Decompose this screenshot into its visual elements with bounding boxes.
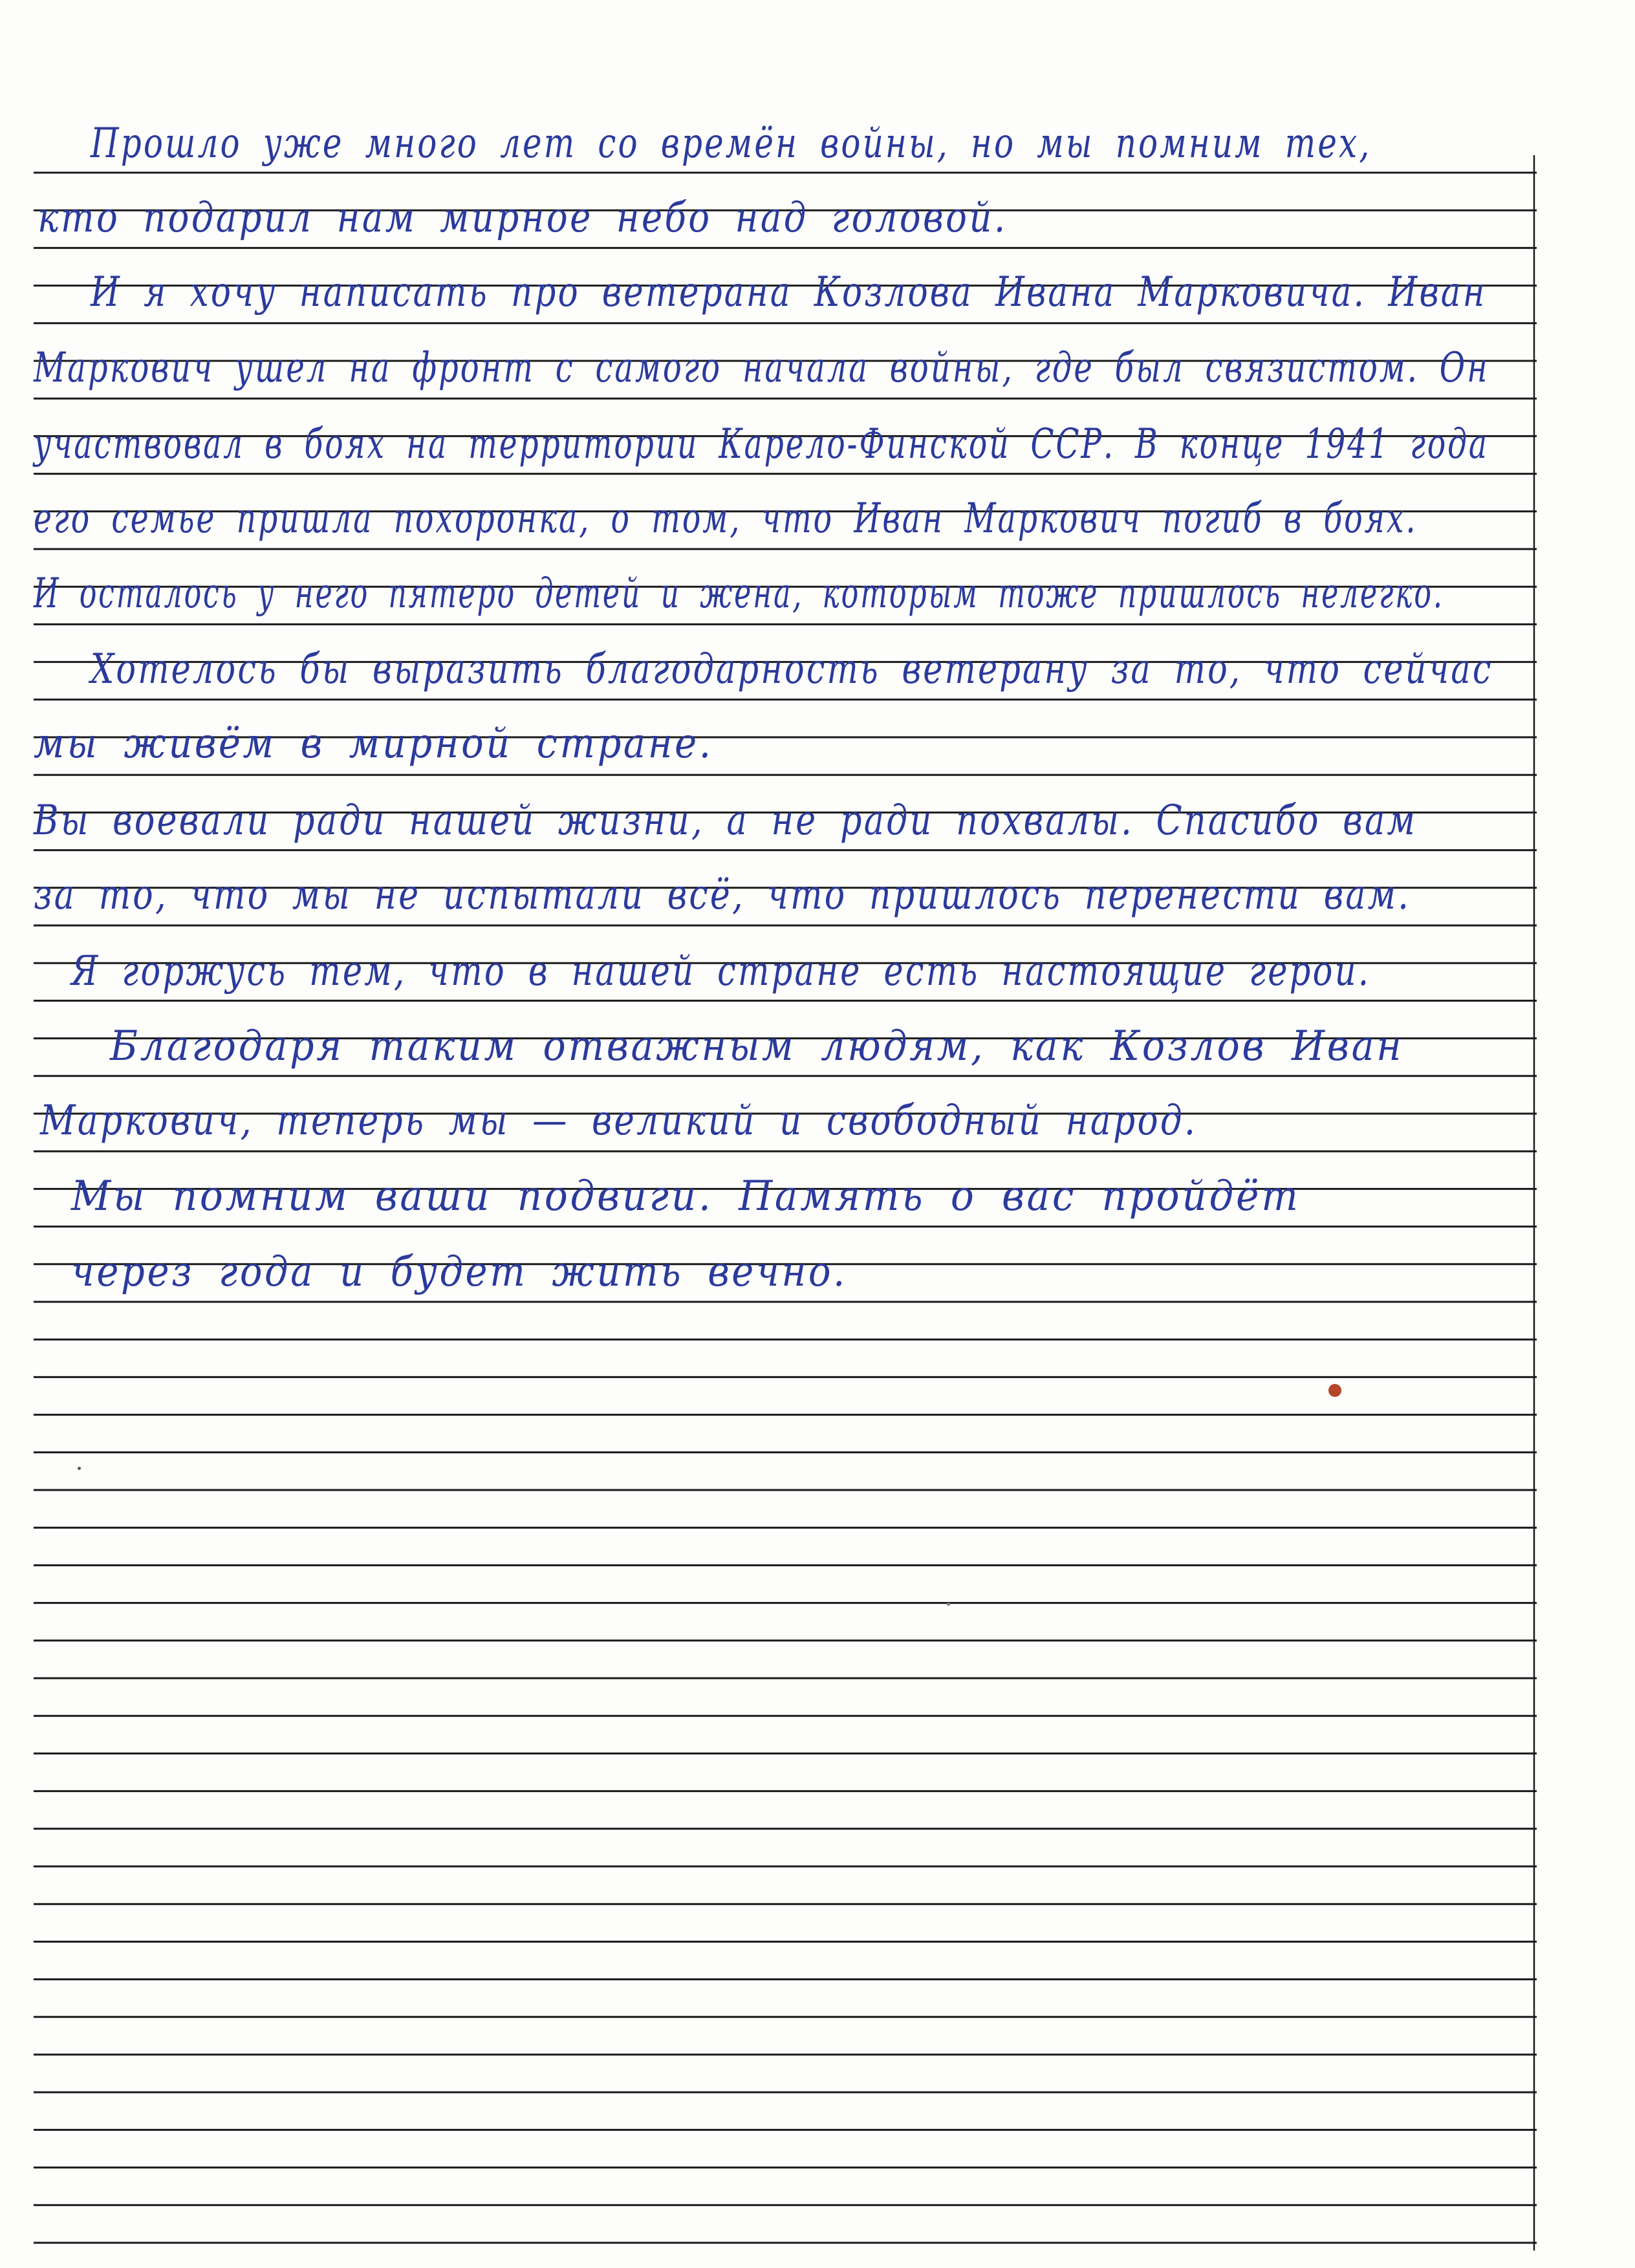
text-line: Благодаря таким отважным людям, как Козлов Иван [110,1022,1404,1070]
text-line: Прошло уже много лет со времён войны, но мы помним тех, [91,120,1372,167]
text-line: за то, что мы не испытали всё, что пришлось перенести вам. [34,871,1411,919]
text-line: кто подарил нам мирное небо над головой. [38,194,1008,242]
speck [78,1467,81,1470]
text-line: И я хочу написать про ветерана Козлова Ивана Марковича. Иван [91,268,1487,316]
text-line: Маркович, теперь мы — великий и свободный народ. [40,1097,1198,1145]
text-line: через года и будет жить вечно. [71,1248,847,1296]
text-line: Вы воевали ради нашей жизни, а не ради похвалы. Спасибо вам [34,797,1418,845]
text-line: И осталось у него пятеро детей и жена, которым тоже пришлось нелегко. [34,570,1444,618]
text-line: его семье пришла похоронка, о том, что Иван Маркович погиб в боях. [34,495,1418,543]
ink-stain [1328,1384,1341,1397]
text-line: Я горжусь тем, что в нашей стране есть настоящие герои. [71,947,1371,995]
text-line: Мы помним ваши подвиги. Память о вас пройдёт [71,1172,1301,1220]
text-line: мы живём в мирной стране. [34,720,713,768]
text-line: участвовал в боях на территории Карело-Финской ССР. В конце 1941 года [34,420,1489,468]
speck [947,1603,950,1606]
text-line: Хотелось бы выразить благодарность ветерану за то, что сейчас [91,645,1493,693]
text-line: Маркович ушел на фронт с самого начала войны, где был связистом. Он [34,344,1489,392]
